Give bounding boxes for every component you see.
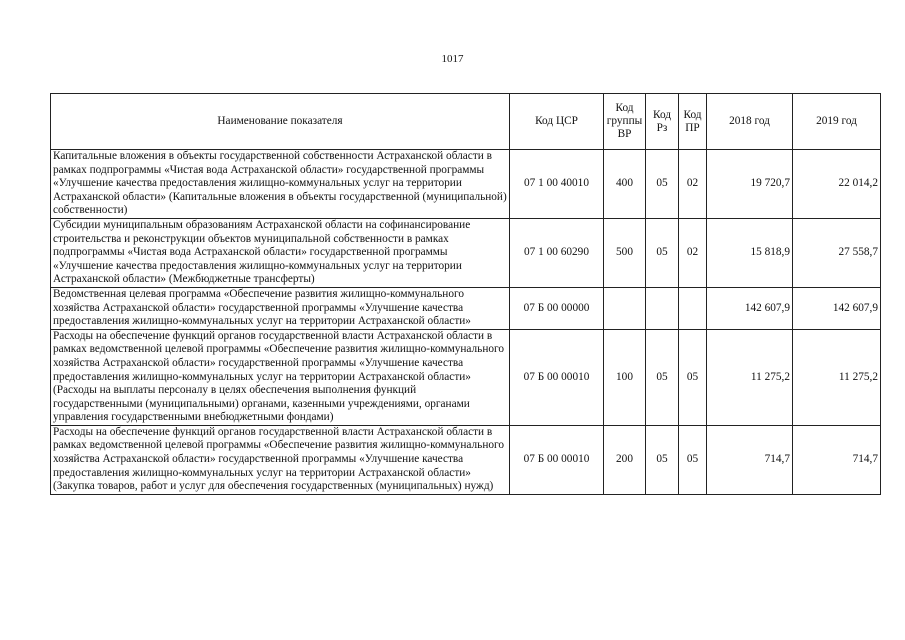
row-csr: 07 Б 00 00010 — [510, 425, 604, 494]
header-name: Наименование показателя — [51, 94, 510, 150]
row-2019: 11 275,2 — [793, 329, 881, 425]
row-2018: 19 720,7 — [707, 150, 793, 219]
table-header — [51, 94, 881, 150]
row-csr: 07 Б 00 00000 — [510, 287, 604, 329]
row-2018: 15 818,9 — [707, 218, 793, 287]
row-vr: 400 — [604, 150, 646, 219]
row-pr: 05 — [679, 425, 707, 494]
row-2019: 22 014,2 — [793, 150, 881, 219]
header-2018: 2018 год — [707, 94, 793, 150]
header-rz: Код Рз — [646, 94, 679, 150]
row-2018: 11 275,2 — [707, 329, 793, 425]
table-row — [51, 287, 881, 329]
table-body — [51, 150, 881, 495]
row-name: Расходы на обеспечение функций органов государственной власти Астраханской области в рамках ведомственной целевой программы «Обеспечение развития жилищно-коммунального хозяйства Астраханской области» государственной программы «Улучшение качества предоставления жилищно-коммунальных услуг на территории Астраханской области» (Расходы на выплаты персоналу в целях обеспечения выполнения функций государственными (муниципальными) органами, казенными учреждениями, органами управления государственными внебюджетными фондами) — [51, 329, 510, 425]
row-name: Субсидии муниципальным образованиям Астраханской области на софинансирование строительства и реконструкции объектов муниципальной собственности в рамках подпрограммы «Чистая вода Астраханской области» государственной программы «Улучшение качества предоставления жилищно-коммунальных услуг на территории Астраханской области» (Межбюджетные трансферты) — [51, 218, 510, 287]
header-vr: Код группы ВР — [604, 94, 646, 150]
row-name: Расходы на обеспечение функций органов государственной власти Астраханской области в рамках ведомственной целевой программы «Обеспечение развития жилищно-коммунального хозяйства Астраханской области» государственной программы «Улучшение качества предоставления жилищно-коммунальных услуг на территории Астраханской области» (Закупка товаров, работ и услуг для обеспечения государственных (муниципальных) нужд) — [51, 425, 510, 494]
table-row — [51, 329, 881, 425]
row-2019: 714,7 — [793, 425, 881, 494]
row-pr: 02 — [679, 218, 707, 287]
row-2018: 142 607,9 — [707, 287, 793, 329]
row-pr: 02 — [679, 150, 707, 219]
row-csr: 07 1 00 40010 — [510, 150, 604, 219]
row-name: Ведомственная целевая программа «Обеспечение развития жилищно-коммунального хозяйства Астраханской области» государственной программы «Улучшение качества предоставления жилищно-коммунальных услуг на территории Астраханской области» — [51, 287, 510, 329]
header-row — [51, 94, 881, 150]
row-rz: 05 — [646, 150, 679, 219]
table-row — [51, 425, 881, 494]
row-vr — [604, 287, 646, 329]
header-pr: Код ПР — [679, 94, 707, 150]
header-2019: 2019 год — [793, 94, 881, 150]
row-name: Капитальные вложения в объекты государственной собственности Астраханской области в рамках подпрограммы «Чистая вода Астраханской области» государственной программы «Улучшение качества предоставления жилищно-коммунальных услуг на территории Астраханской области» (Капитальные вложения в объекты государственной (муниципальной) собственности) — [51, 150, 510, 219]
row-vr: 200 — [604, 425, 646, 494]
table-row — [51, 150, 881, 219]
row-rz: 05 — [646, 329, 679, 425]
row-csr: 07 1 00 60290 — [510, 218, 604, 287]
row-pr: 05 — [679, 329, 707, 425]
row-2018: 714,7 — [707, 425, 793, 494]
budget-table — [50, 93, 881, 495]
row-csr: 07 Б 00 00010 — [510, 329, 604, 425]
row-2019: 27 558,7 — [793, 218, 881, 287]
header-csr: Код ЦСР — [510, 94, 604, 150]
table-row — [51, 218, 881, 287]
row-vr: 100 — [604, 329, 646, 425]
row-2019: 142 607,9 — [793, 287, 881, 329]
row-rz: 05 — [646, 218, 679, 287]
row-rz — [646, 287, 679, 329]
row-vr: 500 — [604, 218, 646, 287]
page-number: 1017 — [441, 53, 464, 65]
row-pr — [679, 287, 707, 329]
row-rz: 05 — [646, 425, 679, 494]
